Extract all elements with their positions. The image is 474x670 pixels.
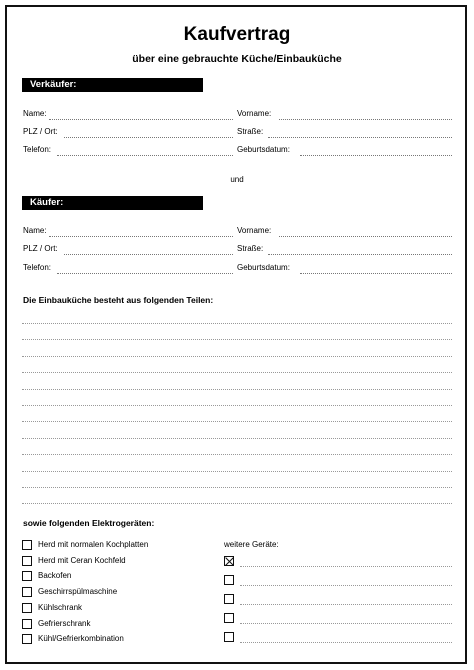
seller-geburtsdatum-label: Geburtsdatum:	[237, 145, 290, 154]
appliance-label: Herd mit Ceran Kochfeld	[38, 555, 126, 565]
buyer-name-field[interactable]	[23, 225, 233, 239]
seller-name-label: Name:	[23, 109, 47, 118]
seller-geburtsdatum-line	[300, 155, 452, 156]
buyer-telefon-field[interactable]	[23, 262, 233, 276]
buyer-vorname-label: Vorname:	[237, 226, 272, 235]
seller-strasse-label: Straße:	[237, 127, 264, 136]
parts-line[interactable]	[22, 454, 452, 455]
buyer-plz-field[interactable]	[23, 243, 233, 257]
appliance-checkbox[interactable]	[22, 603, 32, 613]
seller-vorname-field[interactable]	[237, 108, 452, 122]
appliance-checkbox[interactable]	[22, 634, 32, 644]
other-device-checkbox[interactable]	[224, 613, 234, 623]
appliance-label: Kühl/Gefrierkombination	[38, 634, 124, 644]
other-device-checkbox[interactable]	[224, 594, 234, 604]
appliance-label: Kühlschrank	[38, 602, 83, 612]
parts-heading: Die Einbauküche besteht aus folgenden Teilen:	[23, 295, 214, 305]
seller-plz-field[interactable]	[23, 126, 233, 140]
und-separator: und	[230, 175, 244, 184]
buyer-strasse-field[interactable]	[237, 243, 452, 257]
other-device-checkbox[interactable]	[224, 632, 234, 642]
seller-header: Verkäufer:	[22, 78, 203, 92]
seller-name-field[interactable]	[23, 108, 233, 122]
buyer-plz-line	[64, 254, 233, 255]
buyer-telefon-line	[57, 273, 233, 274]
appliance-label: Backofen	[38, 571, 72, 581]
buyer-telefon-label: Telefon:	[23, 263, 52, 272]
seller-vorname-label: Vorname:	[237, 109, 272, 118]
document-title: Kaufvertrag	[183, 24, 291, 45]
other-device-line[interactable]	[240, 604, 452, 605]
seller-telefon-line	[57, 155, 233, 156]
other-device-line[interactable]	[240, 623, 452, 624]
parts-line[interactable]	[22, 503, 452, 504]
seller-telefon-field[interactable]	[23, 144, 233, 158]
buyer-header: Käufer:	[22, 196, 203, 210]
seller-strasse-field[interactable]	[237, 126, 452, 140]
buyer-geburtsdatum-field[interactable]	[237, 262, 452, 276]
appliance-checkbox[interactable]	[22, 587, 32, 597]
buyer-name-label: Name:	[23, 226, 47, 235]
appliance-checkbox[interactable]	[22, 619, 32, 629]
buyer-name-line	[49, 236, 233, 237]
document-subtitle: über eine gebrauchte Küche/Einbauküche	[132, 53, 342, 65]
other-device-line[interactable]	[240, 566, 452, 567]
seller-telefon-label: Telefon:	[23, 145, 52, 154]
buyer-plz-label: PLZ / Ort:	[23, 244, 58, 253]
seller-name-line	[49, 119, 233, 120]
appliance-label: Herd mit normalen Kochplatten	[38, 540, 149, 549]
appliance-checkbox[interactable]	[22, 571, 32, 581]
other-device-checkbox[interactable]	[224, 575, 234, 585]
buyer-geburtsdatum-line	[300, 273, 452, 274]
buyer-geburtsdatum-label: Geburtsdatum:	[237, 263, 290, 272]
buyer-strasse-label: Straße:	[237, 244, 264, 253]
appliance-checkbox[interactable]	[22, 540, 32, 550]
other-device-checkbox-checked[interactable]	[224, 556, 234, 566]
seller-plz-label: PLZ / Ort:	[23, 127, 58, 136]
parts-line[interactable]	[22, 405, 452, 406]
seller-strasse-line	[268, 137, 452, 138]
parts-line[interactable]	[22, 389, 452, 390]
appliances-heading: sowie folgenden Elektrogeräten:	[23, 518, 155, 528]
buyer-vorname-field[interactable]	[237, 225, 452, 239]
parts-line[interactable]	[22, 421, 452, 422]
buyer-vorname-line	[279, 236, 452, 237]
parts-line[interactable]	[22, 356, 452, 357]
appliance-checkbox[interactable]	[22, 556, 32, 566]
appliance-label: Gefrierschrank	[38, 618, 91, 628]
other-device-line[interactable]	[240, 585, 452, 586]
other-devices-heading: weitere Geräte:	[224, 540, 279, 549]
seller-plz-line	[64, 137, 233, 138]
seller-geburtsdatum-field[interactable]	[237, 144, 452, 158]
parts-line[interactable]	[22, 323, 452, 324]
parts-line[interactable]	[22, 487, 452, 488]
appliance-label: Geschirrspülmaschine	[38, 587, 118, 597]
other-device-line[interactable]	[240, 642, 452, 643]
parts-line[interactable]	[22, 438, 452, 439]
parts-line[interactable]	[22, 372, 452, 373]
parts-line[interactable]	[22, 339, 452, 340]
seller-vorname-line	[279, 119, 452, 120]
parts-line[interactable]	[22, 471, 452, 472]
buyer-strasse-line	[268, 254, 452, 255]
